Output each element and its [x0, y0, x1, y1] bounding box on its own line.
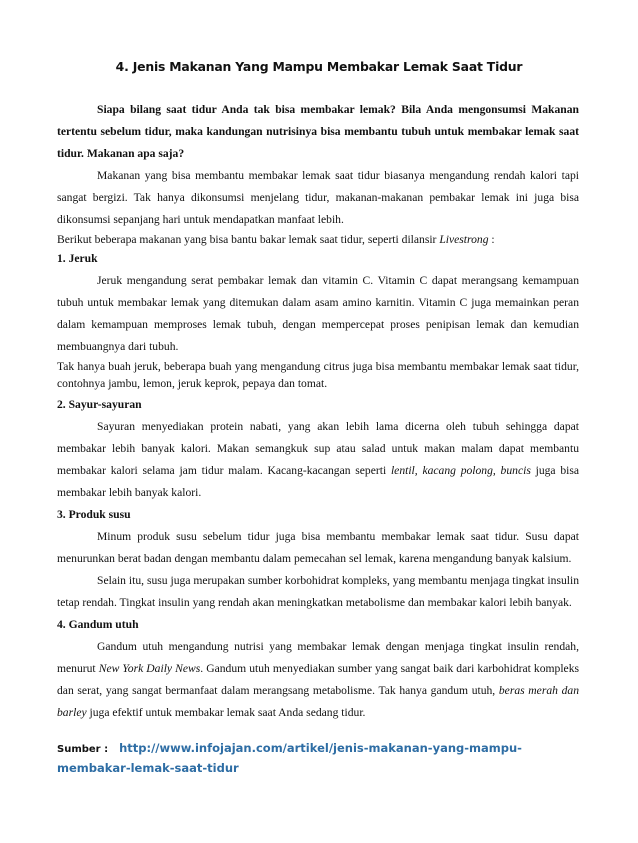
section-susu-paragraph: Minum produk susu sebelum tidur juga bisa membantu membakar lemak saat tidur. Susu dapat menurunkan berat badan dengan membantu dalam pemecahan sel lemak, karena mengandung banyak kalsium.: [57, 530, 579, 565]
intro-source-name: Livestrong: [439, 233, 489, 246]
section-heading-susu: 3. Produk susu: [57, 508, 131, 521]
source-line: [57, 739, 582, 778]
section-heading-gandum: 4. Gandum utuh: [57, 618, 139, 631]
section-jeruk-paragraph: Jeruk mengandung serat pembakar lemak dan vitamin C. Vitamin C dapat merangsang kemampuan tubuh untuk membakar lemak yang ditemukan dalam asam amino karnitin. Vitamin C juga memainkan peran dalam kemampuan memproses lemak tubuh, dengan mempercepat proses penipisan lemak dan kemudian membuangnya dari tubuh.: [57, 274, 579, 353]
gandum-text: Gandum utuh mengandung nutrisi yang membakar lemak dengan menjaga tingkat insulin rendah, menurut: [57, 640, 579, 675]
sayur-italic: lentil, kacang polong, buncis: [390, 464, 531, 477]
sayur-text-end: juga bisa membakar lebih banyak kalori.: [57, 464, 579, 499]
intro-bold-paragraph: Siapa bilang saat tidur Anda tak bisa membakar lemak? Bila Anda mengonsumsi Makanan tertentu sebelum tidur, maka kandungan nutrisinya bisa membantu tubuh untuk membakar lemak saat tidur. Makanan apa saja?: [57, 103, 579, 160]
section-heading-sayur: 2. Sayur-sayuran: [57, 398, 142, 411]
section-gandum-paragraph: [57, 636, 579, 724]
article-body: [57, 99, 579, 724]
sayur-text: Sayuran menyediakan protein nabati, yang akan lebih lama dicerna oleh tubuh sehingga dapat membakar lebih banyak kalori. Makan semangkuk sup atau salad untuk makan malam dapat membantu membakar kalori selama jam tidur malam. Kacang-kacangan seperti: [57, 420, 579, 477]
gandum-italic-grains: beras merah dan barley: [57, 684, 579, 719]
article-title: 4. Jenis Makanan Yang Mampu Membakar Lemak Saat Tidur: [115, 59, 523, 74]
intro-source-text: Berikut beberapa makanan yang bisa bantu bakar lemak saat tidur, seperti dilansir: [57, 233, 440, 246]
section-jeruk-paragraph-2: Tak hanya buah jeruk, beberapa buah yang mengandung citrus juga bisa membantu membakar lemak saat tidur, contohnya jambu, lemon, jeruk keprok, pepaya dan tomat.: [57, 360, 579, 390]
source-label: Sumber :: [57, 744, 109, 755]
gandum-text-end: juga efektif untuk membakar lemak saat Anda sedang tidur.: [86, 706, 366, 719]
intro-source-colon: :: [488, 233, 495, 246]
section-sayur-paragraph: [57, 416, 579, 504]
intro-source-line: [57, 231, 579, 248]
gandum-text-mid: . Gandum utuh menyediakan sumber yang sangat baik dari karbohidrat kompleks dan serat, yang sangat bermanfaat dalam merangsang metabolisme. Tak hanya gandum utuh,: [57, 662, 579, 697]
section-susu-paragraph-2: Selain itu, susu juga merupakan sumber korbohidrat kompleks, yang membantu menjaga tingkat insulin tetap rendah. Tingkat insulin yang rendah akan meningkatkan metabolisme dan membakar kalori lebih banyak.: [57, 574, 579, 609]
source-link[interactable]: http://www.infojajan.com/artikel/jenis-makanan-yang-mampu-membakar-lemak-saat-tidur: [57, 741, 522, 775]
section-heading-jeruk: 1. Jeruk: [57, 252, 98, 265]
gandum-italic-source: New York Daily News: [98, 662, 201, 675]
intro-paragraph: Makanan yang bisa membantu membakar lemak saat tidur biasanya mengandung rendah kalori tapi sangat bergizi. Tak hanya dikonsumsi menjelang tidur, makanan-makanan pembakar lemak ini juga bisa dikonsumsi sepanjang hari untuk mendapatkan manfaat lebih.: [57, 169, 579, 226]
